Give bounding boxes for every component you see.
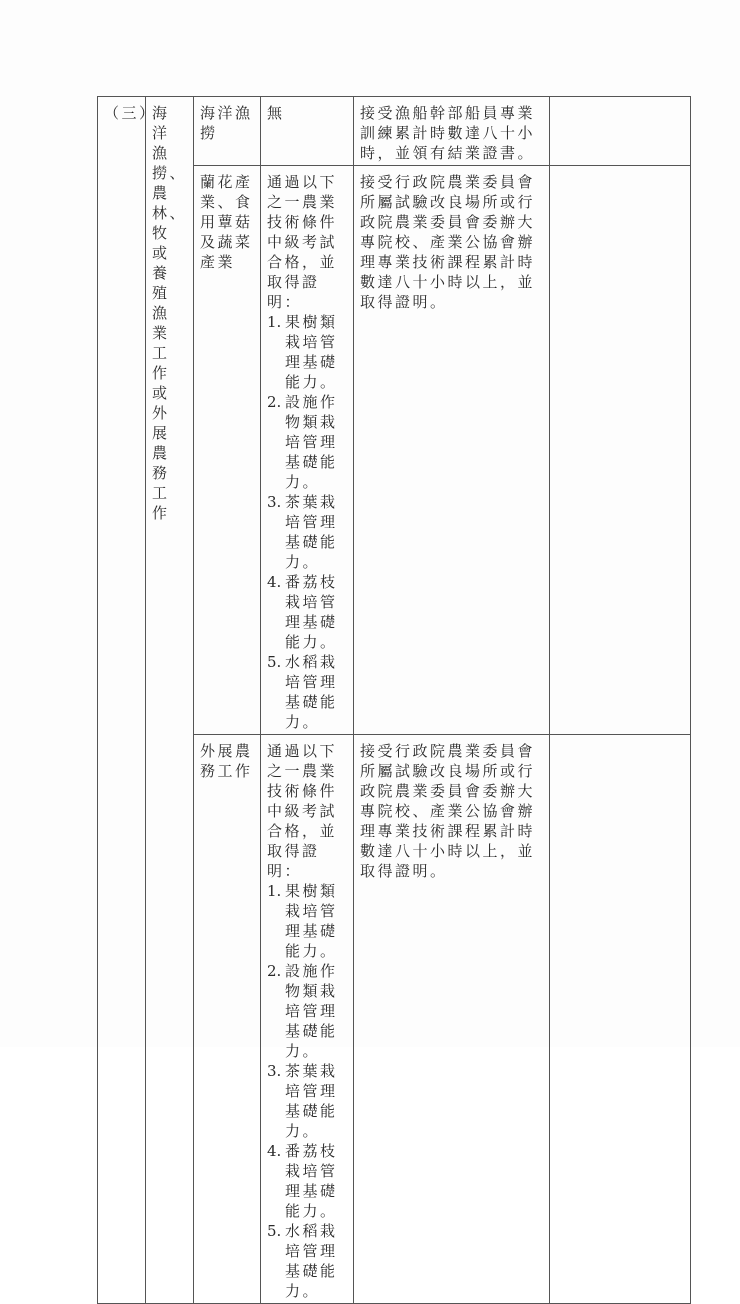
list-item [267, 1141, 347, 1221]
table-row [98, 97, 691, 166]
remarks-cell [550, 166, 691, 735]
list-text: 番荔枝栽培管理基礎能力。 [285, 1142, 338, 1220]
exam-condition-cell: 無 [261, 97, 354, 166]
exam-condition-intro: 通過以下之一農業技術條件中級考試合格，並取得證明： [267, 742, 338, 880]
qualification-table [97, 96, 691, 1304]
list-number: 3. [267, 1062, 282, 1080]
list-number: 5. [267, 653, 282, 671]
category-text: 海洋漁撈、農林、牧或養殖漁業工作或外展農務工作 [152, 104, 188, 522]
training-condition-cell: 接受行政院農業委員會所屬試驗改良場所或行政院農業委員會委辦大專院校、產業公協會辦理專業技術課程累計時數達八十小時以上，並取得證明。 [354, 166, 550, 735]
remarks-cell [550, 735, 691, 1304]
section-number: （三） [98, 97, 146, 1304]
list-text: 設施作物類栽培管理基礎能力。 [285, 393, 338, 491]
list-item [267, 312, 347, 392]
list-text: 茶葉栽培管理基礎能力。 [285, 493, 338, 571]
list-text: 茶葉栽培管理基礎能力。 [285, 1062, 338, 1140]
list-number: 2. [267, 393, 282, 411]
exam-condition-list [267, 312, 347, 732]
training-condition-cell: 接受漁船幹部船員專業訓練累計時數達八十小時，並領有結業證書。 [354, 97, 550, 166]
list-number: 5. [267, 1222, 282, 1240]
list-number: 4. [267, 573, 282, 591]
list-item [267, 881, 347, 961]
list-text: 果樹類栽培管理基礎能力。 [285, 313, 338, 391]
list-item [267, 961, 347, 1061]
list-item [267, 492, 347, 572]
list-number: 3. [267, 493, 282, 511]
list-number: 1. [267, 882, 282, 900]
list-number: 2. [267, 962, 282, 980]
exam-condition-list [267, 881, 347, 1301]
industry-cell: 海洋漁撈 [194, 97, 261, 166]
list-text: 番荔枝栽培管理基礎能力。 [285, 573, 338, 651]
list-item [267, 392, 347, 492]
list-item [267, 1221, 347, 1301]
list-text: 果樹類栽培管理基礎能力。 [285, 882, 338, 960]
industry-cell: 外展農務工作 [194, 735, 261, 1304]
remarks-cell [550, 97, 691, 166]
list-text: 水稻栽培管理基礎能力。 [285, 1222, 338, 1300]
list-text: 設施作物類栽培管理基礎能力。 [285, 962, 338, 1060]
training-condition-cell: 接受行政院農業委員會所屬試驗改良場所或行政院農業委員會委辦大專院校、產業公協會辦理專業技術課程累計時數達八十小時以上，並取得證明。 [354, 735, 550, 1304]
list-number: 1. [267, 313, 282, 331]
industry-cell: 蘭花產業、食用蕈菇及蔬菜產業 [194, 166, 261, 735]
list-item [267, 1061, 347, 1141]
list-item [267, 652, 347, 732]
category-cell [146, 97, 194, 1304]
list-item [267, 572, 347, 652]
list-text: 水稻栽培管理基礎能力。 [285, 653, 338, 731]
exam-condition-intro: 通過以下之一農業技術條件中級考試合格，並取得證明： [267, 173, 338, 311]
list-number: 4. [267, 1142, 282, 1160]
exam-condition-cell [261, 166, 354, 735]
exam-condition-cell [261, 735, 354, 1304]
